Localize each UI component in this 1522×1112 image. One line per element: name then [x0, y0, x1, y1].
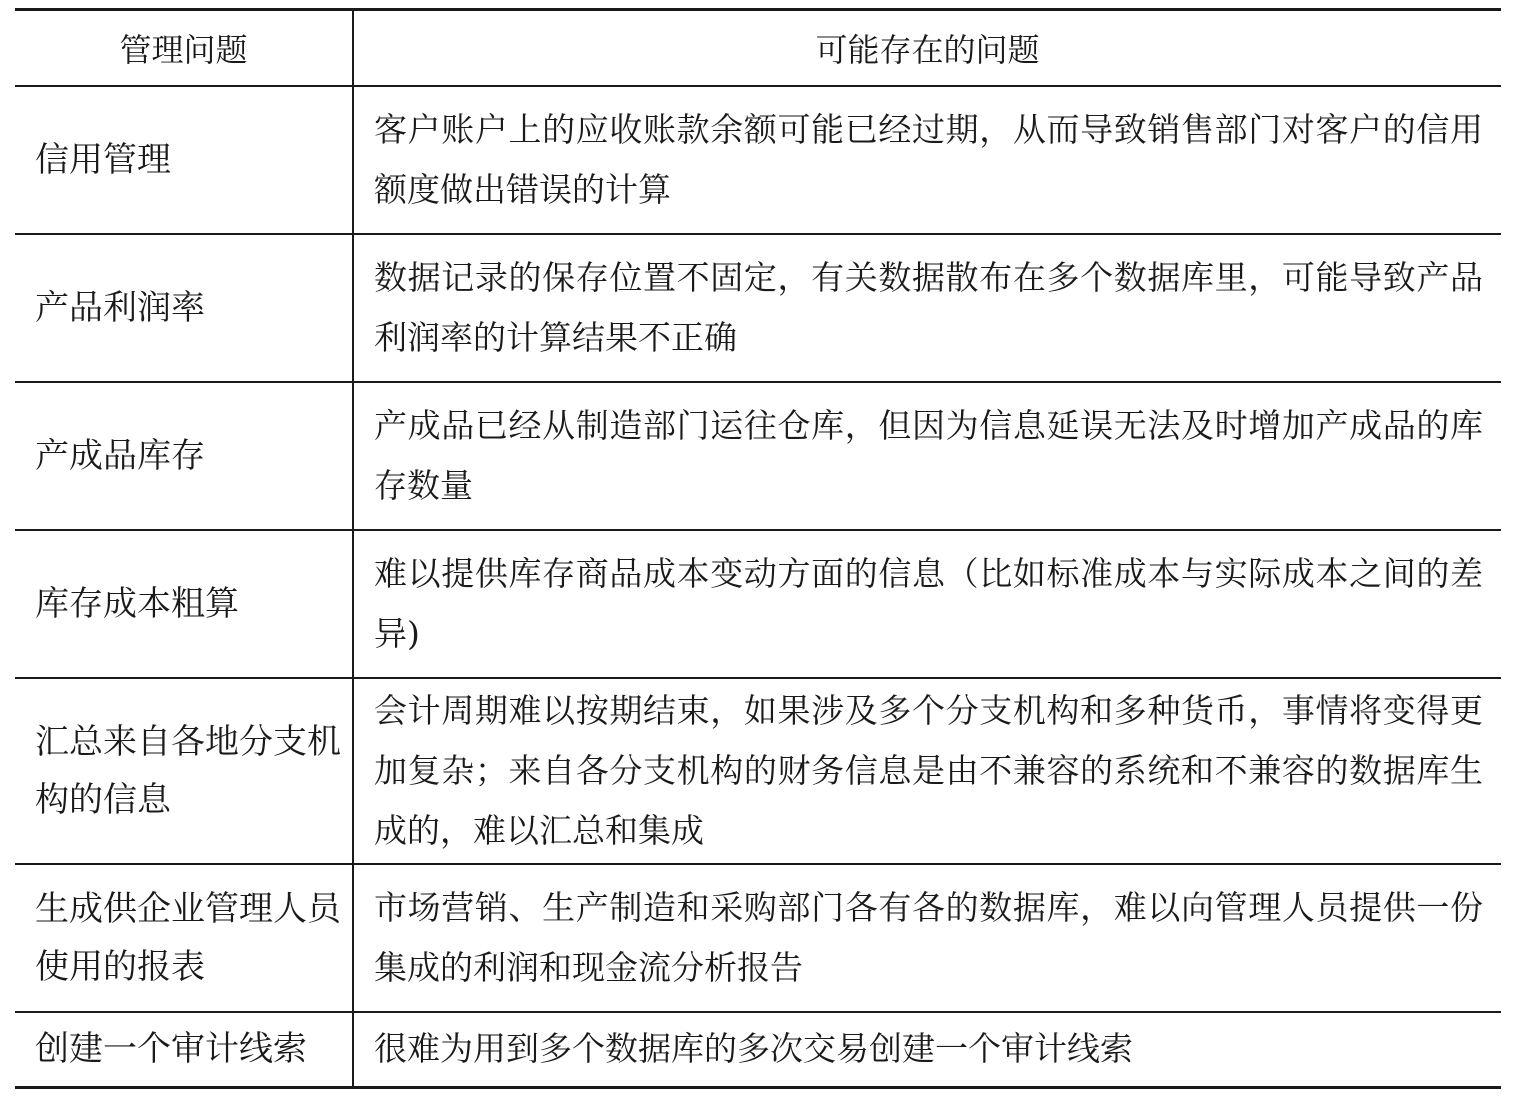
- cell-problem: 会计周期难以按期结束，如果涉及多个分支机构和多种货币，事情将变得更加复杂；来自各分支机构的财务信息是由不兼容的系统和不兼容的数据库生成的，难以汇总和集成: [353, 678, 1501, 864]
- cell-problem: 难以提供库存商品成本变动方面的信息（比如标准成本与实际成本之间的差异): [353, 530, 1501, 678]
- cell-issue: 生成供企业管理人员使用的报表: [15, 864, 353, 1012]
- header-possible-problem: 可能存在的问题: [353, 10, 1501, 87]
- header-management-issue: 管理问题: [15, 10, 353, 87]
- cell-issue: 产品利润率: [15, 234, 353, 382]
- cell-problem: 很难为用到多个数据库的多次交易创建一个审计线索: [353, 1012, 1501, 1087]
- cell-problem: 市场营销、生产制造和采购部门各有各的数据库，难以向管理人员提供一份集成的利润和现金流分析报告: [353, 864, 1501, 1012]
- cell-issue: 产成品库存: [15, 382, 353, 530]
- cell-problem: 客户账户上的应收账款余额可能已经过期，从而导致销售部门对客户的信用额度做出错误的计算: [353, 86, 1501, 234]
- cell-issue: 创建一个审计线索: [15, 1012, 353, 1087]
- table-row: [15, 864, 1501, 1012]
- cell-problem: 数据记录的保存位置不固定，有关数据散布在多个数据库里，可能导致产品利润率的计算结果不正确: [353, 234, 1501, 382]
- cell-issue: 库存成本粗算: [15, 530, 353, 678]
- table-row: [15, 1012, 1501, 1087]
- table-row: [15, 530, 1501, 678]
- table-header-row: [15, 10, 1501, 87]
- table-row: [15, 234, 1501, 382]
- table-row: [15, 382, 1501, 530]
- management-issues-table: [15, 8, 1501, 1089]
- cell-issue: 汇总来自各地分支机构的信息: [15, 678, 353, 864]
- cell-problem: 产成品已经从制造部门运往仓库，但因为信息延误无法及时增加产成品的库存数量: [353, 382, 1501, 530]
- cell-issue: 信用管理: [15, 86, 353, 234]
- table-row: [15, 86, 1501, 234]
- table-row: [15, 678, 1501, 864]
